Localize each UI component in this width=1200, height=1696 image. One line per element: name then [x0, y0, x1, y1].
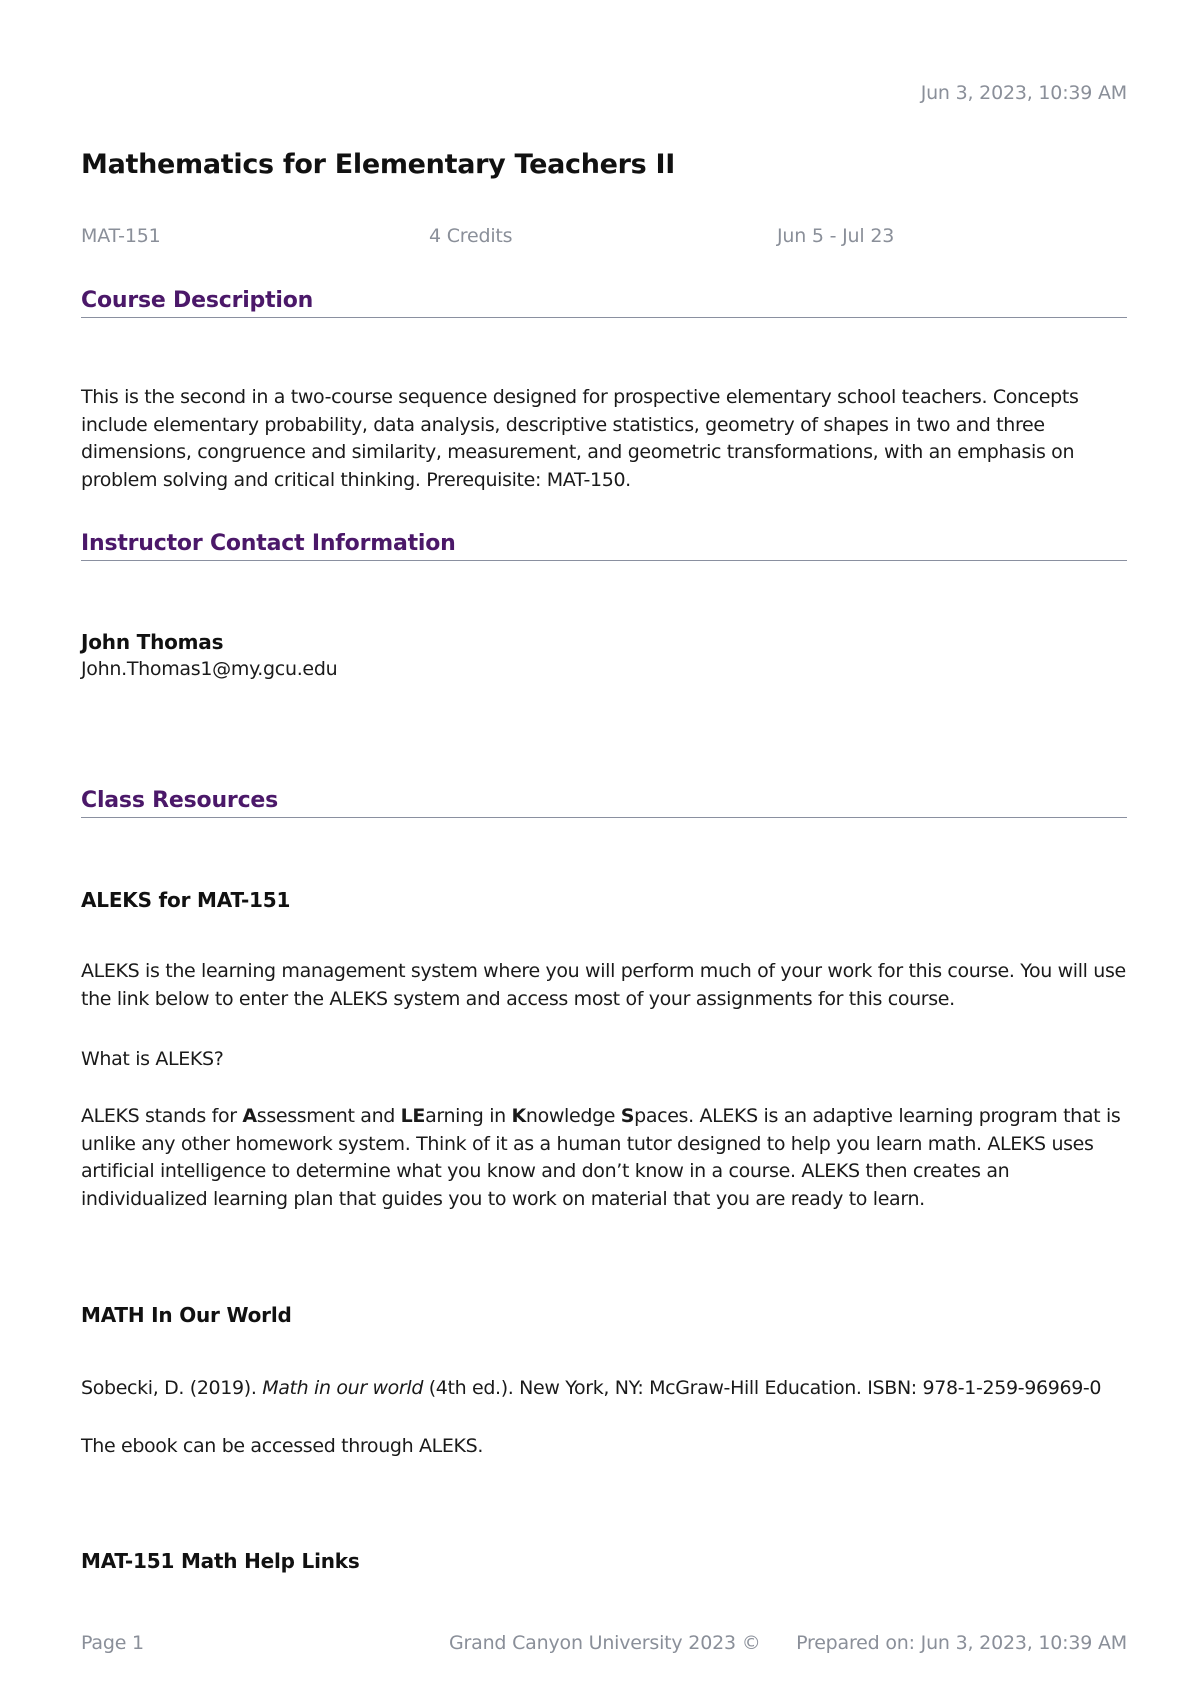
course-description-text: This is the second in a two-course sequence designed for prospective elementary school teachers. Concepts include elementary probability, data analysis, descriptive statistics, geometry of shapes in two and three dimensions, congruence and similarity, measurement, and geometric transformations, with an emphasis on problem solving and critical thinking. Prerequisite: MAT-150.	[81, 386, 1079, 491]
aleks-def-a: A	[242, 1105, 257, 1127]
footer-prepared-on: Prepared on: Jun 3, 2023, 10:39 AM	[796, 1632, 1127, 1654]
aleks-resource-title: ALEKS for MAT-151	[81, 888, 291, 912]
aleks-definition-text	[81, 1103, 1131, 1213]
aleks-def-k: K	[511, 1105, 526, 1127]
aleks-def-k-rest: nowledge	[525, 1105, 621, 1127]
footer-page-number: Page 1	[81, 1632, 144, 1654]
citation-rest: (4th ed.). New York, NY: McGraw-Hill Education. ISBN: 978-1-259-96969-0	[423, 1377, 1102, 1399]
aleks-question: What is ALEKS?	[81, 1048, 224, 1070]
ebook-access-note: The ebook can be accessed through ALEKS.	[81, 1435, 484, 1457]
math-in-our-world-title: MATH In Our World	[81, 1303, 292, 1327]
course-code: MAT-151	[81, 225, 161, 247]
course-dates: Jun 5 - Jul 23	[777, 225, 895, 247]
aleks-def-le-rest: arning in	[425, 1105, 512, 1127]
instructor-contact-heading: Instructor Contact Information	[81, 530, 1127, 561]
aleks-intro-text: ALEKS is the learning management system where you will perform much of your work for this course. You will use the link below to enter the ALEKS system and access most of your assignments for this course.	[81, 960, 1126, 1010]
instructor-name: John Thomas	[81, 630, 224, 654]
course-description-heading: Course Description	[81, 287, 1127, 318]
course-title: Mathematics for Elementary Teachers II	[81, 149, 676, 180]
print-timestamp: Jun 3, 2023, 10:39 AM	[920, 82, 1127, 104]
aleks-def-s: S	[620, 1105, 635, 1127]
class-resources-heading: Class Resources	[81, 787, 1127, 818]
citation-lead: Sobecki, D. (2019).	[81, 1377, 263, 1399]
course-credits: 4 Credits	[429, 225, 513, 247]
textbook-citation	[81, 1375, 1131, 1403]
aleks-def-le: LE	[400, 1105, 426, 1127]
aleks-def-a-rest: ssessment and	[256, 1105, 401, 1127]
footer-copyright: Grand Canyon University 2023 ©	[449, 1632, 761, 1654]
citation-book-title: Math in our world	[262, 1377, 424, 1399]
math-help-links-title: MAT-151 Math Help Links	[81, 1549, 360, 1573]
instructor-email: John.Thomas1@my.gcu.edu	[81, 658, 338, 680]
aleks-def-s-rest: paces. ALEKS is an adaptive learning program that is unlike any other homework system. Think of it as a human tutor designed to help you learn math. ALEKS uses artificial intelligence to determine what you know and don’t know in a course. ALEKS then creates an individualized learning plan that guides you to work on material that you are ready to learn.	[81, 1105, 1121, 1210]
aleks-def-lead: ALEKS stands for	[81, 1105, 243, 1127]
